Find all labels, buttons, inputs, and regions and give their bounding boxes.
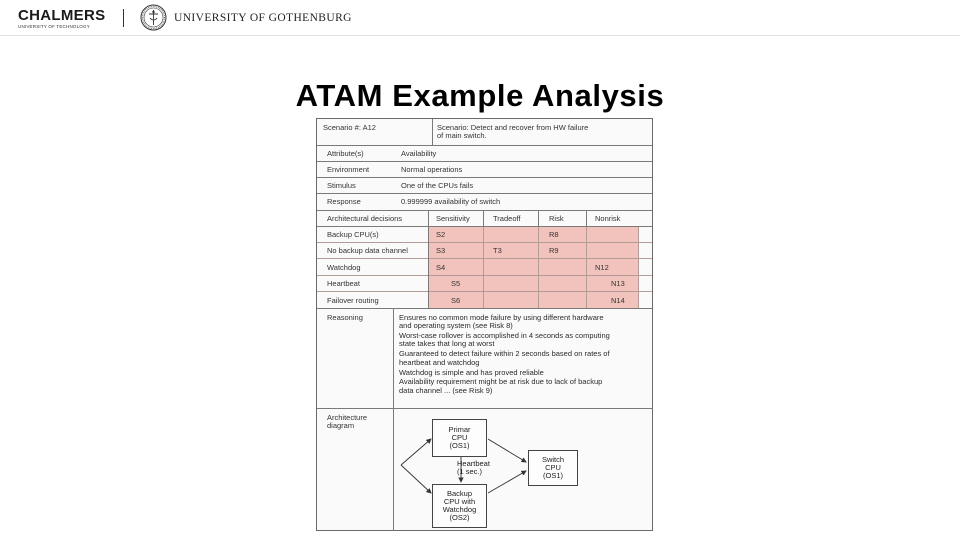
attribute-row <box>317 146 652 162</box>
reasoning-label: Reasoning <box>327 313 363 322</box>
primary-cpu-line: CPU <box>451 432 468 442</box>
decision-label: Heartbeat <box>327 279 360 288</box>
attribute-value: Availability <box>401 149 437 158</box>
stimulus-value: One of the CPUs fails <box>401 181 474 190</box>
backup-cpu-line: CPU with <box>443 496 476 506</box>
scenario-row <box>317 119 652 146</box>
scenario-desc-line1: Scenario: Detect and recover from HW failure <box>437 123 589 132</box>
reasoning-line: data channel ... (see Risk 9) <box>399 385 493 395</box>
decision-row <box>317 243 652 259</box>
page-header <box>0 0 960 36</box>
stimulus-row <box>317 178 652 194</box>
decision-row <box>317 292 652 309</box>
reasoning-line: Guaranteed to detect failure within 2 seconds based on rates of <box>399 349 610 359</box>
reasoning-line: Worst-case rollover is accomplished in 4 seconds as computing <box>399 331 610 341</box>
primary-cpu-box <box>432 419 487 457</box>
switch-cpu-line: (OS1) <box>542 471 563 481</box>
divider <box>393 409 394 531</box>
backup-cpu-line: Backup <box>446 488 473 498</box>
reasoning-line: Watchdog is simple and has proved reliable <box>399 367 544 377</box>
decision-sensitivity: S2 <box>436 230 446 239</box>
decision-risk: R8 <box>549 230 559 239</box>
environment-value: Normal operations <box>401 165 463 174</box>
risk-header: Risk <box>549 214 564 223</box>
switch-cpu-box <box>528 450 578 486</box>
divider <box>483 211 484 227</box>
diagram-label-line1: Architecture <box>327 413 368 422</box>
decision-row <box>317 227 652 243</box>
decisions-header-label: Architectural decisions <box>327 214 403 223</box>
reasoning-line: state takes that long at worst <box>399 339 495 349</box>
scenario-desc-line2: of main switch. <box>437 131 487 140</box>
decision-nonrisk: N12 <box>595 263 609 272</box>
chalmers-logo <box>18 8 105 29</box>
reasoning-list <box>399 314 649 397</box>
reasoning-line: Availability requirement might be at risk due to lack of backup <box>399 377 603 387</box>
atam-analysis-table <box>316 118 653 531</box>
response-row <box>317 194 652 211</box>
decision-row <box>317 276 652 292</box>
stimulus-label: Stimulus <box>327 181 356 190</box>
response-label: Response <box>327 197 361 206</box>
primary-cpu-line: (OS1) <box>449 441 470 451</box>
response-value: 0.999999 availability of switch <box>401 197 501 206</box>
backup-cpu-line: Watchdog <box>442 505 477 514</box>
reasoning-line: and operating system (see Risk 8) <box>399 321 513 331</box>
chalmers-name: CHALMERS <box>18 7 106 24</box>
nonrisk-header: Nonrisk <box>595 214 621 223</box>
diagram-label-line2: diagram <box>327 421 355 430</box>
reasoning-item <box>399 314 649 331</box>
divider <box>538 211 539 227</box>
reasoning-line: heartbeat and watchdog <box>399 357 480 367</box>
logo-divider <box>123 9 124 27</box>
gothenburg-name: UNIVERSITY OF GOTHENBURG <box>174 12 352 24</box>
reasoning-item <box>399 332 649 349</box>
decision-sensitivity: S5 <box>451 279 461 288</box>
heartbeat-label <box>457 460 490 476</box>
switch-cpu-line: CPU <box>545 462 561 472</box>
primary-cpu-line: Primar <box>448 424 471 434</box>
chalmers-subtitle: UNIVERSITY OF TECHNOLOGY <box>18 24 90 29</box>
decision-label: Watchdog <box>327 263 361 272</box>
decision-sensitivity: S6 <box>451 296 461 305</box>
backup-cpu-box <box>432 484 487 528</box>
decision-nonrisk: N13 <box>611 279 625 288</box>
decision-tradeoff: T3 <box>493 246 502 255</box>
decision-label: Backup CPU(s) <box>327 230 379 239</box>
reasoning-item <box>399 369 649 377</box>
decision-row <box>317 259 652 276</box>
sensitivity-header: Sensitivity <box>436 214 470 223</box>
environment-row <box>317 162 652 178</box>
divider <box>393 309 394 409</box>
tradeoff-header: Tradeoff <box>493 214 521 223</box>
decision-label: No backup data channel <box>327 246 408 255</box>
attribute-label: Attribute(s) <box>327 149 364 158</box>
scenario-label: Scenario #: A12 <box>323 123 376 132</box>
decision-sensitivity: S3 <box>436 246 446 255</box>
decision-sensitivity: S4 <box>436 263 446 272</box>
decisions-header-row <box>317 211 652 227</box>
divider <box>428 227 429 309</box>
decision-risk: R9 <box>549 246 559 255</box>
decision-label: Failover routing <box>327 296 379 305</box>
heartbeat-line: (1 sec.) <box>457 467 483 477</box>
switch-cpu-line: Switch <box>541 454 565 464</box>
university-seal-icon <box>140 4 167 31</box>
reasoning-item <box>399 350 649 367</box>
environment-label: Environment <box>327 165 370 174</box>
page-title: ATAM Example Analysis <box>295 78 665 113</box>
reasoning-item <box>399 378 649 395</box>
heartbeat-line: Heartbeat <box>457 459 490 468</box>
divider <box>586 211 587 227</box>
divider <box>428 211 429 227</box>
backup-cpu-line: (OS2) <box>449 513 470 523</box>
decision-nonrisk: N14 <box>611 296 625 305</box>
reasoning-line: Ensures no common mode failure by using different hardware <box>399 313 604 322</box>
